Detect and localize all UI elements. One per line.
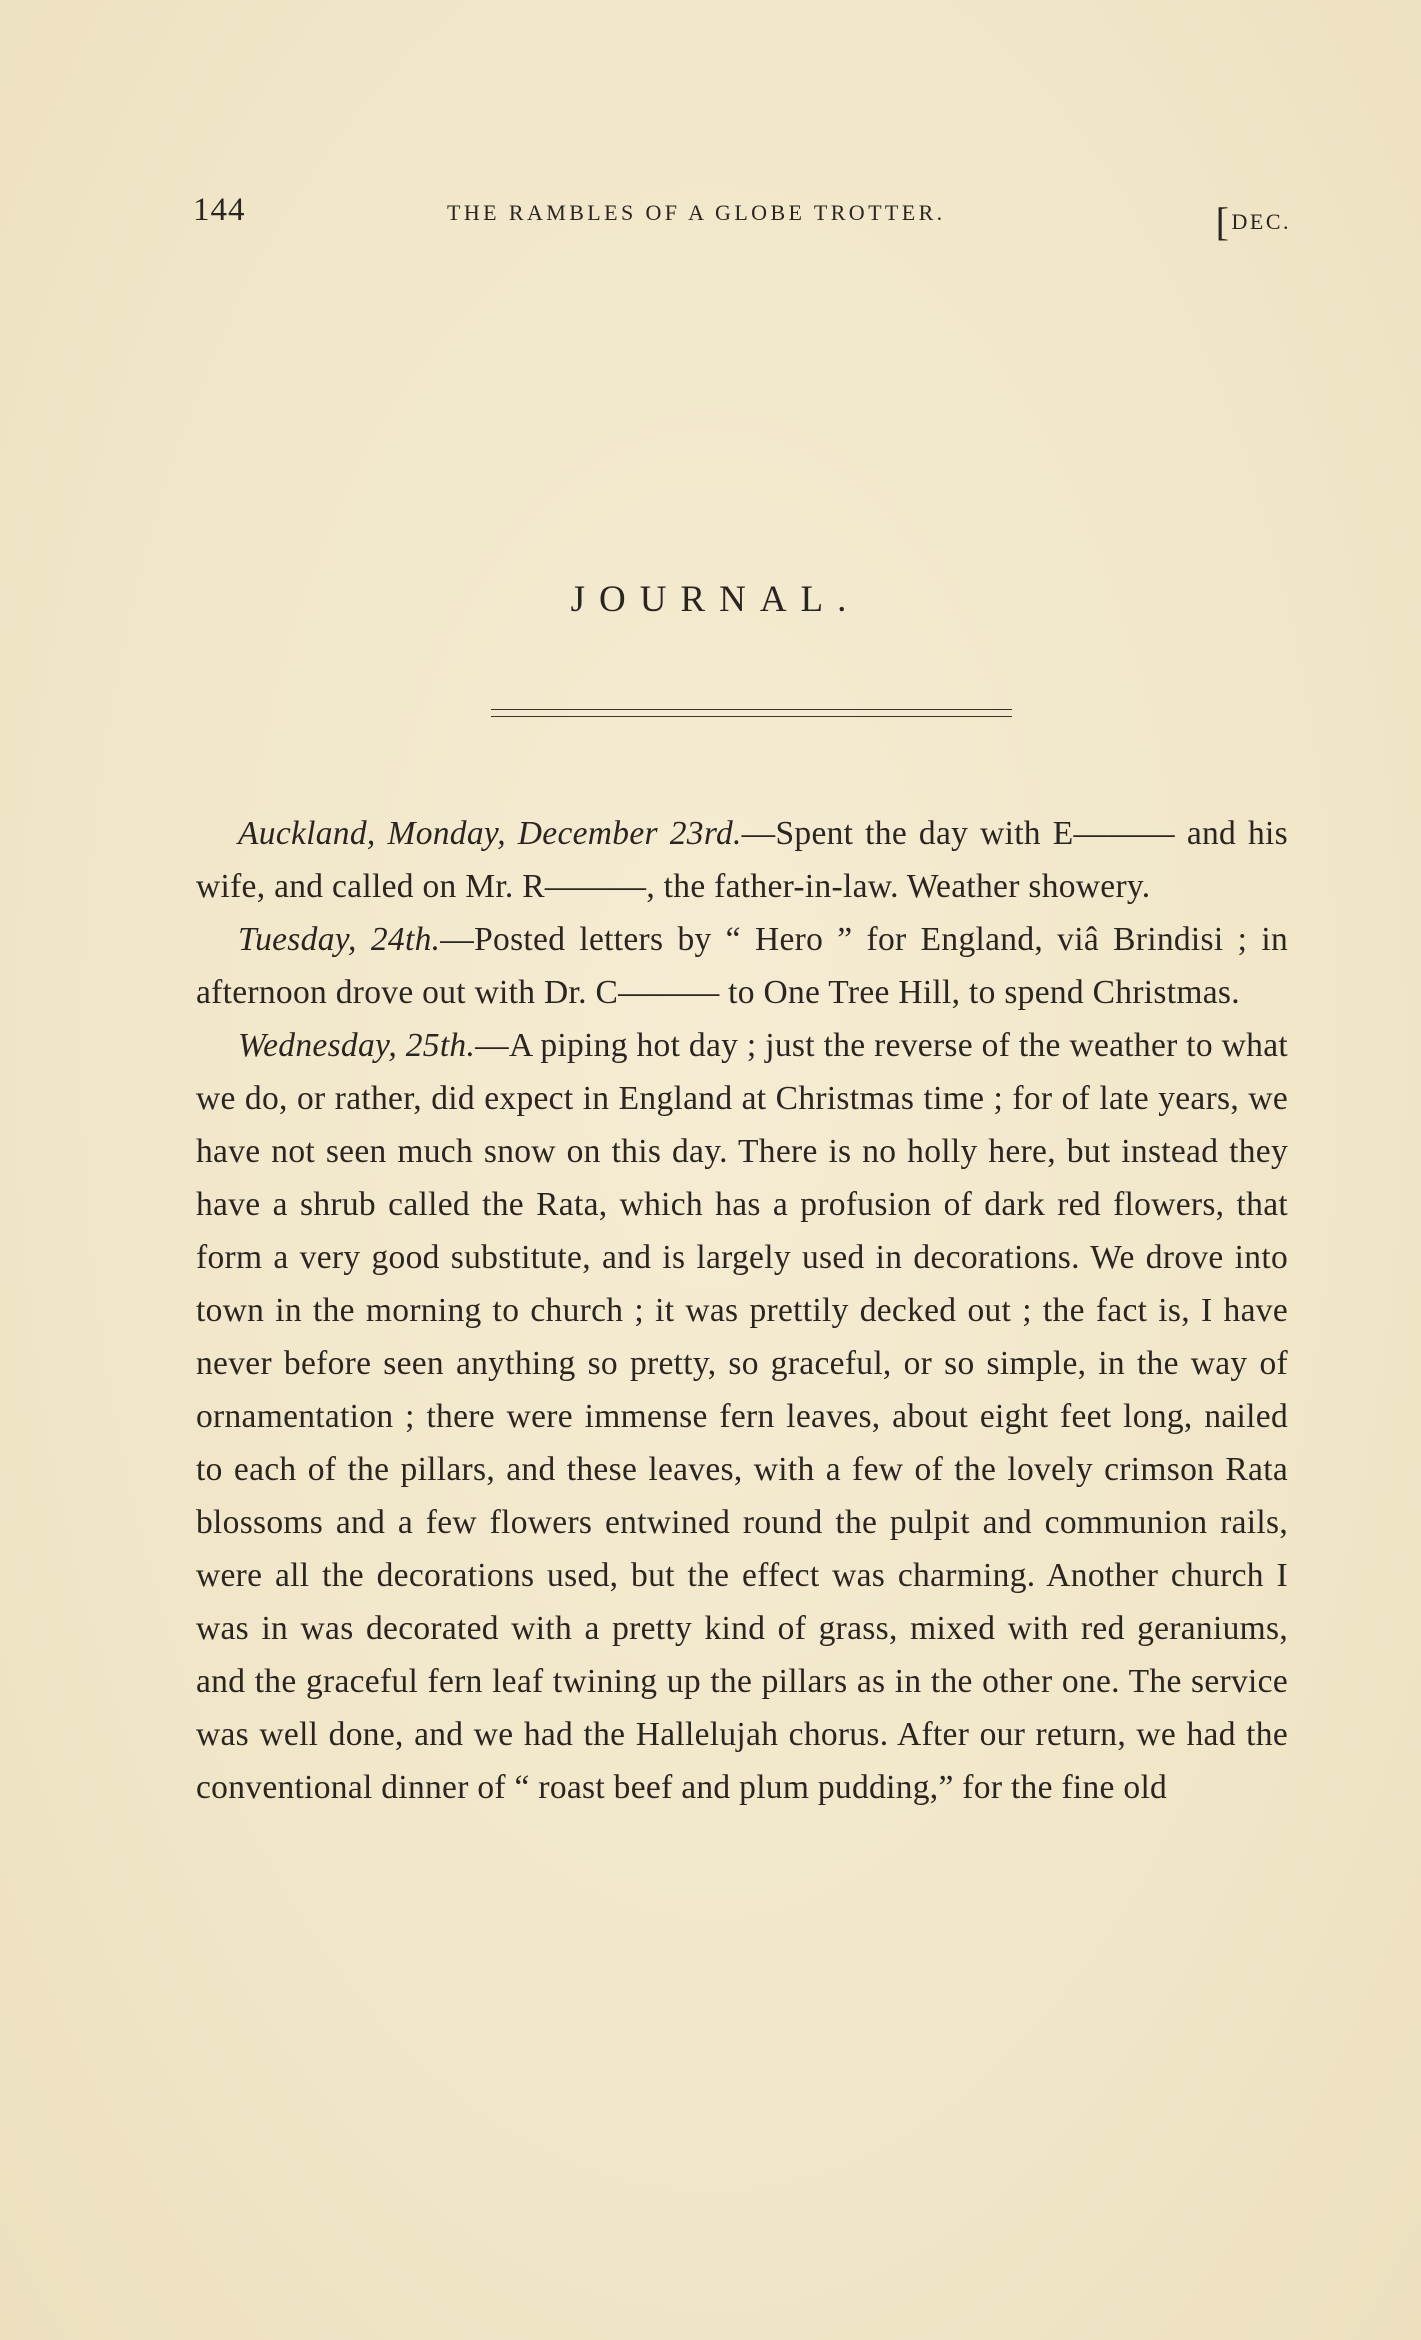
entry-text: —Posted letters by “ Hero ” for England, viâ Brindisi ; in afternoon drove out with Dr. C——— to One Tree Hill, to spend Christmas.: [196, 921, 1288, 1011]
entry-date: Wednesday, 25th.: [238, 1027, 476, 1064]
page-header: [193, 192, 1291, 244]
double-rule-divider: [491, 709, 1012, 717]
page-number: 144: [193, 192, 246, 228]
entry-date: Auckland, Monday, December 23rd.: [238, 815, 742, 852]
entry-date: Tuesday, 24th.: [238, 921, 441, 958]
bracket-glyph: [: [1215, 199, 1232, 244]
entry-text: —A piping hot day ; just the reverse of the weather to what we do, or rather, did expect in England at Christmas time ; for of late years, we have not seen much snow on this day. There is no holly here, but instead they have a shrub called the Rata, which has a profusion of dark red flowers, that form a very good substitute, and is largely used in decorations. We drove into town in the morning to church ; it was prettily decked out ; the fact is, I have never before seen anything so pretty, so graceful, or so simple, in the way of ornamentation ; there were immense fern leaves, about eight feet long, nailed to each of the pillars, and these leaves, with a few of the lovely crimson Rata blossoms and a few flowers entwined round the pulpit and communion rails, were all the decorations used, but the effect was charming. Another church I was in was decorated with a pretty kind of grass, mixed with red geraniums, and the graceful fern leaf twining up the pillars as in the other one. The service was well done, and we had the Hallelujah chorus. After our return, we had the conventional dinner of “ roast beef and plum pudding,” for the fine old: [196, 1027, 1289, 1806]
journal-entry: [196, 807, 1288, 913]
month-label: DEC.: [1231, 209, 1291, 234]
entry-text: —Spent the day with E——— and his wife, and called on Mr. R———, the father-in-law. Weather showery.: [196, 815, 1288, 905]
month-tag: [1215, 192, 1291, 244]
section-title: JOURNAL.: [570, 579, 861, 620]
journal-entry: [196, 913, 1288, 1019]
running-title: THE RAMBLES OF A GLOBE TROTTER.: [447, 200, 946, 225]
journal-body: [196, 807, 1288, 1814]
journal-entry: [196, 1019, 1288, 1814]
